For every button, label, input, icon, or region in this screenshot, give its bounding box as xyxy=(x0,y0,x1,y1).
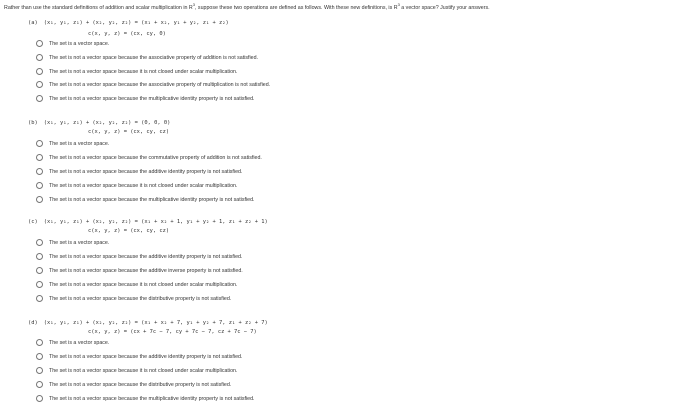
radio-button[interactable] xyxy=(36,267,43,274)
radio-button[interactable] xyxy=(36,253,43,260)
radio-button[interactable] xyxy=(36,95,43,102)
part-a-option-5[interactable] xyxy=(36,94,255,103)
radio-button[interactable] xyxy=(36,295,43,302)
option-text: The set is not a vector space because the commutative property of addition is not satisfied. xyxy=(49,154,262,161)
part-b-option-4[interactable] xyxy=(36,181,237,190)
radio-button[interactable] xyxy=(36,81,43,88)
part-b-option-5[interactable] xyxy=(36,195,255,204)
part-c-option-3[interactable] xyxy=(36,266,243,275)
radio-button[interactable] xyxy=(36,395,43,402)
part-d-option-5[interactable] xyxy=(36,394,255,403)
part-d-scalar: c(x, y, z) = (cx + 7c − 7, cy + 7c − 7, cz + 7c − 7) xyxy=(88,329,257,335)
part-a-addition xyxy=(28,20,229,26)
part-d-option-4[interactable] xyxy=(36,380,231,389)
option-text: The set is not a vector space because it is not closed under scalar multiplication. xyxy=(49,281,238,288)
option-text: The set is not a vector space because the multiplicative identity property is not satisfied. xyxy=(49,95,255,102)
option-text: The set is not a vector space because the multiplicative identity property is not satisfied. xyxy=(49,395,255,402)
part-a-option-2[interactable] xyxy=(36,53,258,62)
part-a-option-3[interactable] xyxy=(36,67,237,76)
option-text: The set is not a vector space because the additive identity property is not satisfied. xyxy=(49,353,243,360)
radio-button[interactable] xyxy=(36,239,43,246)
radio-button[interactable] xyxy=(36,196,43,203)
option-text: The set is not a vector space because the associative property of addition is not satisfied. xyxy=(49,54,259,61)
option-text: The set is not a vector space because it is not closed under scalar multiplication. xyxy=(49,68,238,75)
part-b-scalar: c(x, y, z) = (cx, cy, cz) xyxy=(88,129,170,135)
part-c-option-5[interactable] xyxy=(36,294,231,303)
radio-button[interactable] xyxy=(36,68,43,75)
radio-button[interactable] xyxy=(36,182,43,189)
option-text: The set is a vector space. xyxy=(49,239,110,246)
option-text: The set is not a vector space because the additive inverse property is not satisfied. xyxy=(49,267,243,274)
part-c-addition-def: (x₁, y₁, z₁) + (x₂, y₂, z₂) = (x₁ + x₂ + 1, y₁ + y₂ + 1, z₁ + z₂ + 1) xyxy=(43,219,268,225)
intro-superscript-2: 3 xyxy=(397,2,400,8)
option-text: The set is a vector space. xyxy=(49,339,110,346)
intro-text-c: a vector space? Justify your answers. xyxy=(399,5,490,11)
part-a-option-1[interactable] xyxy=(36,39,109,48)
part-b-addition-def: (x₁, y₁, z₁) + (x₂, y₂, z₂) = (0, 0, 0) xyxy=(43,120,171,126)
part-b-option-2[interactable] xyxy=(36,153,262,162)
part-c-option-1[interactable] xyxy=(36,238,109,247)
intro-text-b: , suppose these two operations are defined as follows. With these new definitions, is R xyxy=(194,5,398,11)
question-intro xyxy=(4,4,696,12)
part-b-label: (b) xyxy=(28,120,38,126)
part-c-label: (c) xyxy=(28,219,38,225)
part-a-label: (a) xyxy=(28,20,38,26)
part-d-option-2[interactable] xyxy=(36,352,242,361)
radio-button[interactable] xyxy=(36,381,43,388)
part-c-addition xyxy=(28,219,268,225)
option-text: The set is not a vector space because the additive identity property is not satisfied. xyxy=(49,253,243,260)
option-text: The set is a vector space. xyxy=(49,40,110,47)
option-text: The set is not a vector space because the associative property of multiplication is not satisfied. xyxy=(49,81,271,88)
part-c-option-2[interactable] xyxy=(36,252,242,261)
option-text: The set is not a vector space because the distributive property is not satisfied. xyxy=(49,381,232,388)
part-c-scalar: c(x, y, z) = (cx, cy, cz) xyxy=(88,228,170,234)
radio-button[interactable] xyxy=(36,54,43,61)
radio-button[interactable] xyxy=(36,40,43,47)
part-d-addition xyxy=(28,320,268,326)
radio-button[interactable] xyxy=(36,281,43,288)
part-a-scalar: c(x, y, z) = (cx, cy, 0) xyxy=(88,31,166,37)
radio-button[interactable] xyxy=(36,168,43,175)
part-a-addition-def: (x₁, y₁, z₁) + (x₂, y₂, z₂) = (x₁ + x₂, y₁ + y₂, z₁ + z₂) xyxy=(43,20,229,26)
part-b-addition xyxy=(28,120,170,126)
option-text: The set is not a vector space because it is not closed under scalar multiplication. xyxy=(49,182,238,189)
intro-text-a: Rather than use the standard definitions of addition and scalar multiplication in R xyxy=(4,5,193,11)
option-text: The set is not a vector space because the multiplicative identity property is not satisfied. xyxy=(49,196,255,203)
option-text: The set is not a vector space because it is not closed under scalar multiplication. xyxy=(49,367,238,374)
option-text: The set is a vector space. xyxy=(49,140,110,147)
option-text: The set is not a vector space because the distributive property is not satisfied. xyxy=(49,295,232,302)
part-b-option-1[interactable] xyxy=(36,139,109,148)
part-d-label: (d) xyxy=(28,320,38,326)
part-b-option-3[interactable] xyxy=(36,167,242,176)
intro-superscript: 3 xyxy=(192,2,195,8)
part-a-option-4[interactable] xyxy=(36,80,270,89)
radio-button[interactable] xyxy=(36,367,43,374)
radio-button[interactable] xyxy=(36,339,43,346)
part-d-option-3[interactable] xyxy=(36,366,237,375)
radio-button[interactable] xyxy=(36,154,43,161)
part-d-option-1[interactable] xyxy=(36,338,109,347)
radio-button[interactable] xyxy=(36,140,43,147)
part-c-option-4[interactable] xyxy=(36,280,237,289)
option-text: The set is not a vector space because the additive identity property is not satisfied. xyxy=(49,168,243,175)
radio-button[interactable] xyxy=(36,353,43,360)
part-d-addition-def: (x₁, y₁, z₁) + (x₂, y₂, z₂) = (x₁ + x₂ + 7, y₁ + y₂ + 7, z₁ + z₂ + 7) xyxy=(43,320,268,326)
